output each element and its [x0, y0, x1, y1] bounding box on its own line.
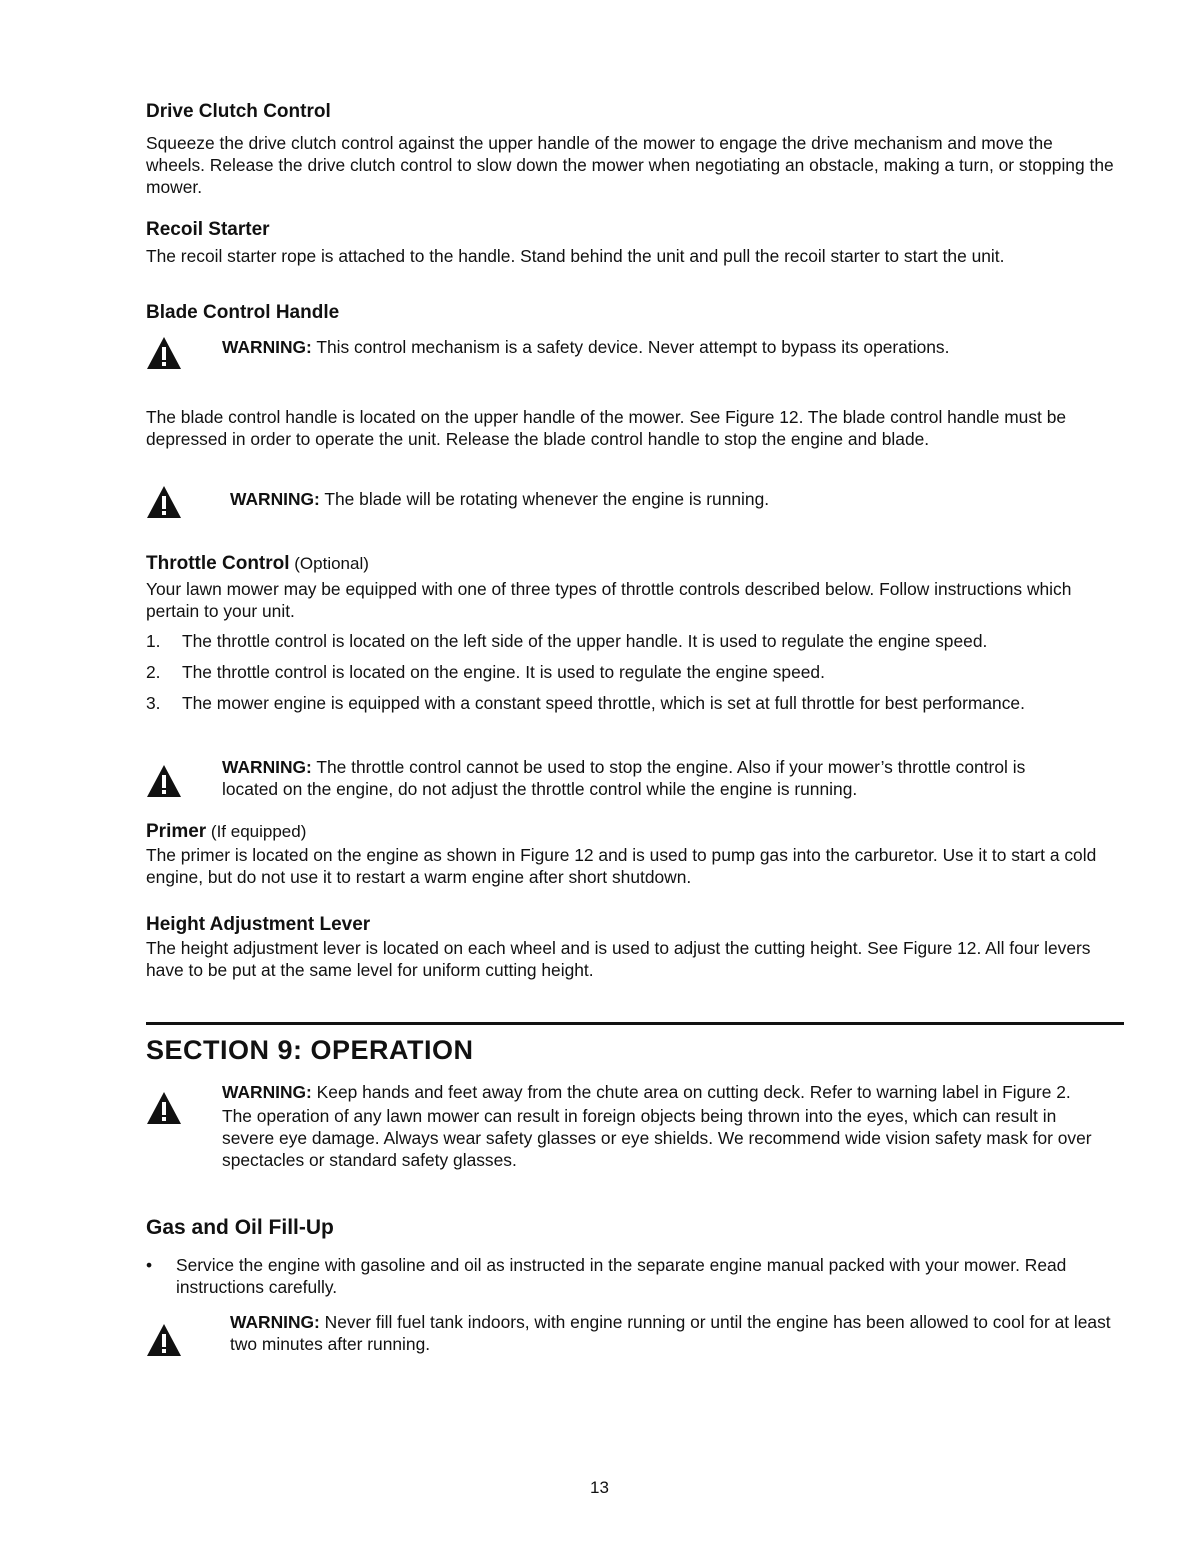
- throttle-heading: [146, 552, 1116, 576]
- recoil-starter-heading: Recoil Starter: [146, 219, 270, 240]
- primer-heading-text: Primer: [146, 821, 207, 842]
- warning-label: WARNING:: [222, 337, 312, 357]
- warning-triangle-icon: [146, 1091, 182, 1125]
- section-9-warning-line: [222, 1081, 1106, 1103]
- list-item: [146, 630, 1116, 652]
- throttle-heading-note: (Optional): [289, 554, 369, 573]
- recoil-starter-section: [146, 218, 1116, 267]
- list-text: The mower engine is equipped with a constant speed throttle, which is set at full throttle for best performance.: [182, 693, 1025, 713]
- section-9-header: [146, 1034, 1116, 1066]
- bullet-icon: •: [146, 1255, 153, 1275]
- list-number: 3.: [146, 693, 161, 713]
- warning-triangle-icon: [146, 336, 182, 370]
- section-9-warning-text: [222, 1081, 1106, 1171]
- warning-label: WARNING:: [230, 1312, 320, 1332]
- section-divider: [146, 1022, 1124, 1025]
- blade-warning-2-text: [230, 488, 1116, 510]
- throttle-heading-text: Throttle Control: [146, 553, 290, 574]
- list-text: The throttle control is located on the engine. It is used to regulate the engine speed.: [182, 662, 825, 682]
- section-9-warning-body: The operation of any lawn mower can result in foreign objects being thrown into the eyes, which can result in severe eye damage. Always wear safety glasses or eye shields. We recommend wide vision safety mask for over spectacles or standard safety glasses.: [222, 1106, 1092, 1170]
- gas-oil-bullet-text: Service the engine with gasoline and oil as instructed in the separate engine manual packed with your mower. Read instructions carefully.: [176, 1255, 1067, 1297]
- list-text: The throttle control is located on the left side of the upper handle. It is used to regulate the engine speed.: [182, 631, 988, 651]
- blade-control-section: [146, 301, 1116, 325]
- list-number: 1.: [146, 631, 161, 651]
- throttle-body: Your lawn mower may be equipped with one of three types of throttle controls described below. Follow instructions which pertain to your unit.: [146, 579, 1072, 621]
- primer-body: The primer is located on the engine as shown in Figure 12 and is used to pump gas into the carburetor. Use it to start a cold engine, but do not use it to restart a warm engine after short shutdown.: [146, 845, 1097, 887]
- gas-oil-warning-text: [230, 1311, 1116, 1355]
- gas-oil-bullet-item: [146, 1254, 1116, 1298]
- height-adjust-heading: Height Adjustment Lever: [146, 914, 371, 935]
- warning-label: WARNING:: [222, 757, 312, 777]
- warning-text: The throttle control cannot be used to stop the engine. Also if your mower’s throttle control is located on the engine, do not adjust the throttle control while the engine is running.: [222, 757, 1026, 799]
- page-number: 13: [590, 1478, 609, 1497]
- gas-oil-section: [146, 1216, 1116, 1298]
- warning-label: WARNING:: [222, 1082, 312, 1102]
- gas-oil-heading: Gas and Oil Fill-Up: [146, 1216, 334, 1239]
- drive-clutch-heading: Drive Clutch Control: [146, 101, 331, 122]
- throttle-section: [146, 552, 1116, 714]
- warning-triangle-icon: [146, 485, 182, 519]
- primer-heading: [146, 820, 1116, 844]
- drive-clutch-body: Squeeze the drive clutch control against the upper handle of the mower to engage the drive mechanism and move the wheels. Release the drive clutch control to slow down the mower when negotiating an obstacle, making a turn, or stopping the mower.: [146, 133, 1114, 197]
- blade-warning-1-text: [222, 336, 1116, 358]
- blade-control-heading: Blade Control Handle: [146, 302, 340, 323]
- warning-triangle-icon: [146, 1323, 182, 1357]
- list-number: 2.: [146, 662, 161, 682]
- height-adjust-body: The height adjustment lever is located on each wheel and is used to adjust the cutting height. See Figure 12. All four levers have to be put at the same level for uniform cutting height.: [146, 938, 1091, 980]
- drive-clutch-section: [146, 100, 1116, 198]
- blade-control-body: The blade control handle is located on the upper handle of the mower. See Figure 12. The blade control handle must be depressed in order to operate the unit. Release the blade control handle to stop the engine and blade.: [146, 407, 1067, 449]
- list-item: [146, 661, 1116, 683]
- warning-label: WARNING:: [230, 489, 320, 509]
- throttle-list: [146, 630, 1116, 714]
- primer-section: [146, 820, 1116, 888]
- section-9-title: SECTION 9: OPERATION: [146, 1035, 474, 1065]
- primer-heading-note: (If equipped): [206, 822, 307, 841]
- warning-text: Keep hands and feet away from the chute area on cutting deck. Refer to warning label in Figure 2.: [311, 1082, 1071, 1102]
- throttle-warning-text: [222, 756, 1076, 800]
- recoil-starter-body: The recoil starter rope is attached to the handle. Stand behind the unit and pull the recoil starter to start the unit.: [146, 246, 1005, 266]
- list-item: [146, 692, 1116, 714]
- warning-text: The blade will be rotating whenever the engine is running.: [319, 489, 770, 509]
- blade-control-body-block: [146, 406, 1116, 450]
- height-adjust-section: [146, 913, 1116, 981]
- warning-text: Never fill fuel tank indoors, with engine running or until the engine has been allowed to cool for at least two minutes after running.: [230, 1312, 1111, 1354]
- warning-triangle-icon: [146, 764, 182, 798]
- warning-text: This control mechanism is a safety device. Never attempt to bypass its operations.: [311, 337, 950, 357]
